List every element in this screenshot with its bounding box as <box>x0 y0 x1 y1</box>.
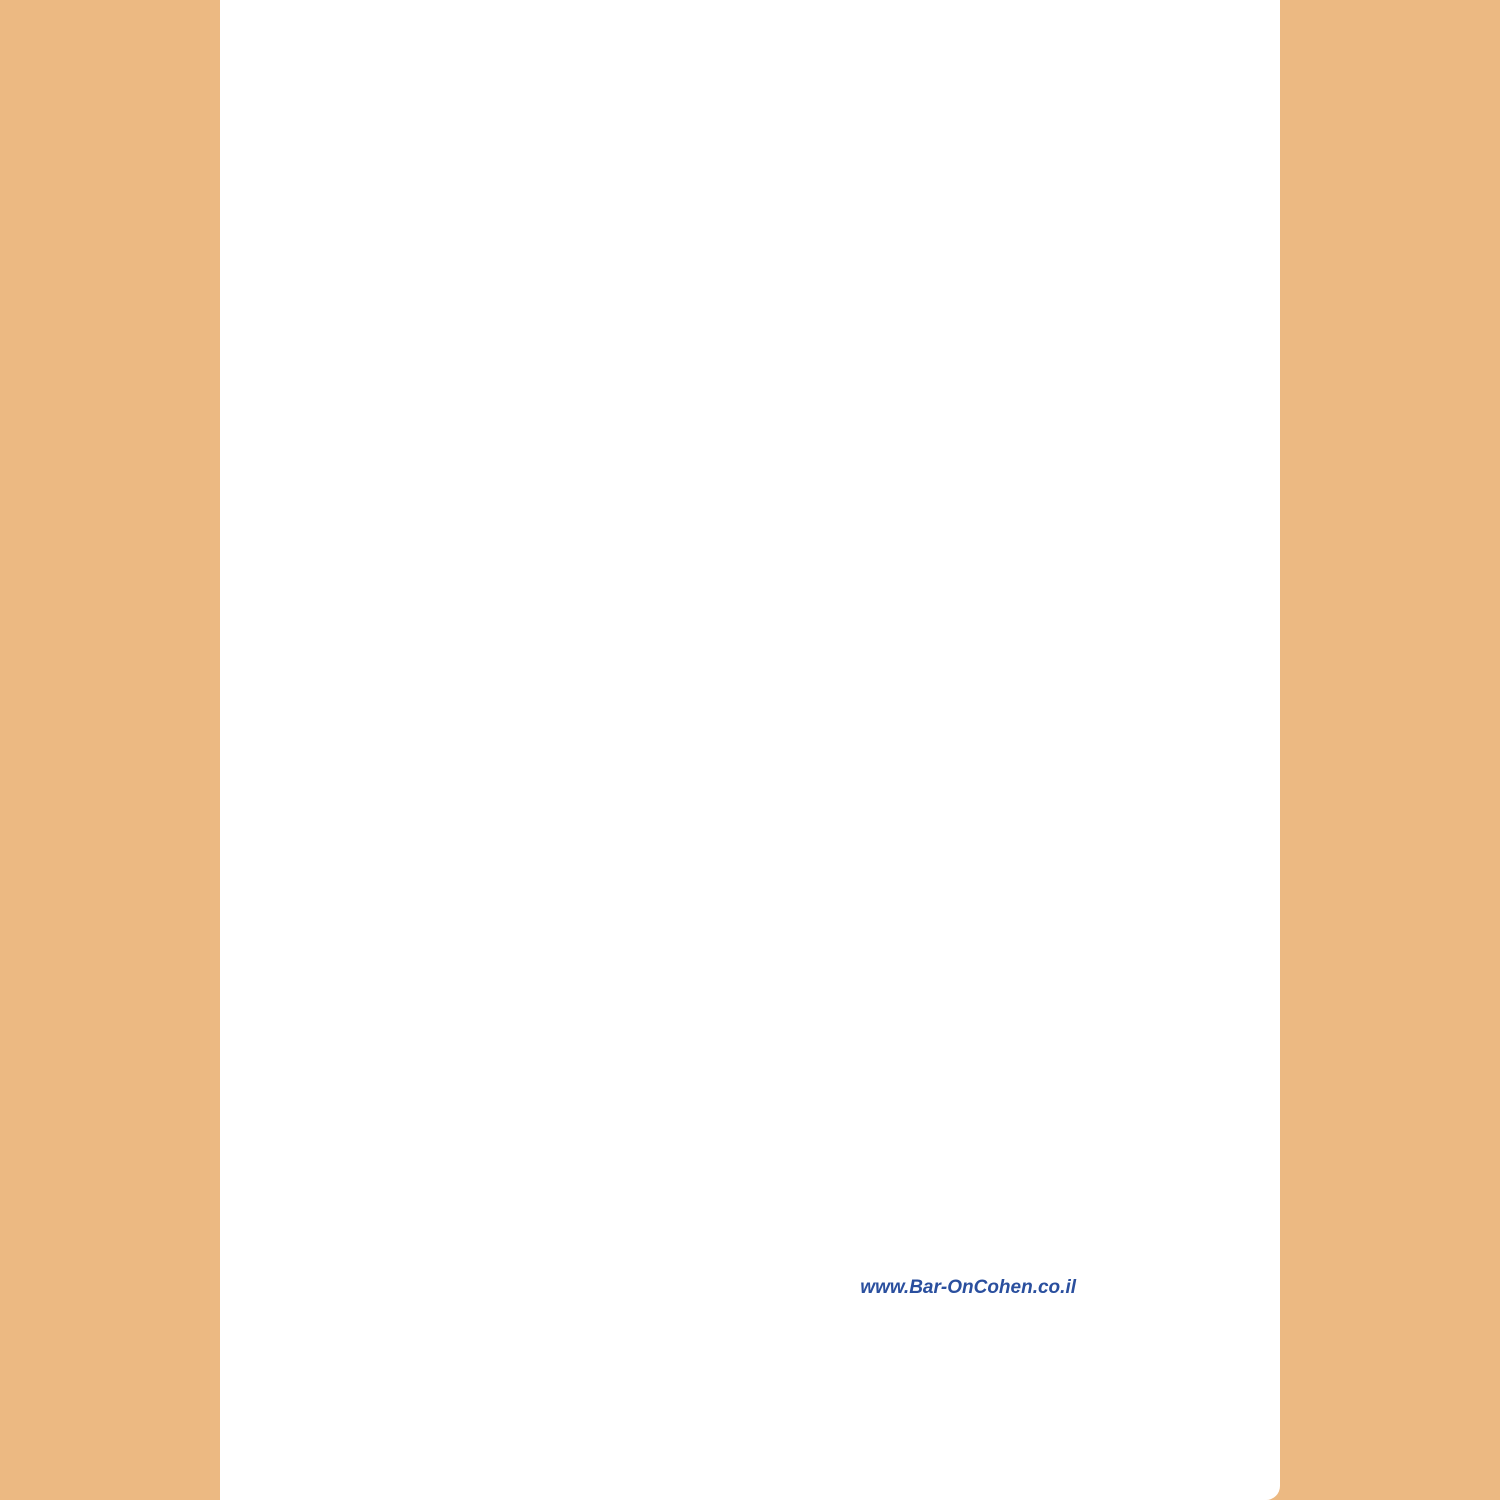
website-link[interactable]: www.Bar-OnCohen.co.il <box>860 1277 1076 1298</box>
document-page <box>220 0 1280 1500</box>
